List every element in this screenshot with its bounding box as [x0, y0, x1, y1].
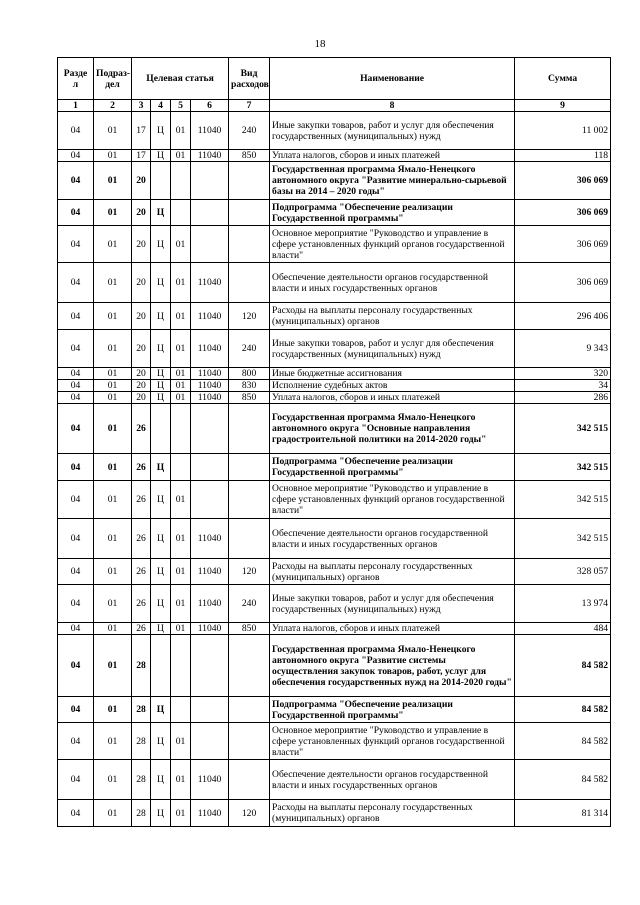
target-activity-cell: 01 [171, 481, 191, 519]
target-direction-cell: 11040 [191, 303, 229, 330]
target-program-cell: 20 [132, 263, 151, 303]
target-subprogram-cell: Ц [151, 303, 171, 330]
target-program-cell: 26 [132, 559, 151, 585]
target-direction-cell [191, 162, 229, 200]
podrazdel-cell: 01 [94, 162, 132, 200]
amount-cell: 84 582 [515, 723, 611, 760]
podrazdel-cell: 01 [94, 392, 132, 404]
podrazdel-cell: 01 [94, 481, 132, 519]
expense-type-cell [229, 162, 270, 200]
column-number: 9 [515, 100, 611, 112]
razdel-cell: 04 [58, 481, 94, 519]
target-program-cell: 26 [132, 585, 151, 623]
amount-cell: 306 069 [515, 263, 611, 303]
amount-cell: 342 515 [515, 481, 611, 519]
target-program-cell: 20 [132, 368, 151, 380]
target-direction-cell [191, 723, 229, 760]
table-row [58, 263, 611, 303]
podrazdel-cell: 01 [94, 697, 132, 723]
target-direction-cell [191, 697, 229, 723]
target-subprogram-cell: Ц [151, 454, 171, 481]
target-subprogram-cell: Ц [151, 519, 171, 559]
target-direction-cell: 11040 [191, 760, 229, 800]
page-number: 18 [314, 38, 326, 50]
column-number: 5 [171, 100, 191, 112]
target-subprogram-cell: Ц [151, 150, 171, 162]
table-row [58, 150, 611, 162]
target-direction-cell: 11040 [191, 800, 229, 827]
target-activity-cell: 01 [171, 368, 191, 380]
razdel-cell: 04 [58, 723, 94, 760]
razdel-cell: 04 [58, 760, 94, 800]
podrazdel-cell: 01 [94, 623, 132, 635]
target-subprogram-cell: Ц [151, 200, 171, 226]
podrazdel-cell: 01 [94, 303, 132, 330]
name-cell: Уплата налогов, сборов и иных платежей [270, 623, 515, 635]
expense-type-cell: 830 [229, 380, 270, 392]
target-activity-cell: 01 [171, 150, 191, 162]
target-subprogram-cell: Ц [151, 559, 171, 585]
column-number-row [58, 100, 611, 112]
target-direction-cell: 11040 [191, 392, 229, 404]
target-subprogram-cell: Ц [151, 380, 171, 392]
target-activity-cell: 01 [171, 623, 191, 635]
razdel-cell: 04 [58, 200, 94, 226]
podrazdel-cell: 01 [94, 454, 132, 481]
razdel-cell: 04 [58, 800, 94, 827]
podrazdel-cell: 01 [94, 368, 132, 380]
table-row [58, 635, 611, 697]
target-activity-cell: 01 [171, 380, 191, 392]
target-program-cell: 17 [132, 112, 151, 150]
column-number: 7 [229, 100, 270, 112]
razdel-cell: 04 [58, 585, 94, 623]
column-number: 2 [94, 100, 132, 112]
target-subprogram-cell: Ц [151, 623, 171, 635]
target-subprogram-cell: Ц [151, 800, 171, 827]
name-cell: Расходы на выплаты персоналу государственных (муниципальных) органов [270, 559, 515, 585]
target-program-cell: 20 [132, 330, 151, 368]
podrazdel-cell: 01 [94, 635, 132, 697]
target-program-cell: 17 [132, 150, 151, 162]
amount-cell: 84 582 [515, 760, 611, 800]
target-direction-cell [191, 481, 229, 519]
target-program-cell: 26 [132, 454, 151, 481]
podrazdel-cell: 01 [94, 200, 132, 226]
target-direction-cell [191, 404, 229, 454]
header-name: Наименование [270, 58, 515, 100]
expense-type-cell [229, 519, 270, 559]
target-activity-cell: 01 [171, 585, 191, 623]
target-activity-cell: 01 [171, 760, 191, 800]
podrazdel-cell: 01 [94, 112, 132, 150]
podrazdel-cell: 01 [94, 380, 132, 392]
header-row [58, 58, 611, 100]
budget-table [57, 57, 611, 827]
podrazdel-cell: 01 [94, 150, 132, 162]
target-activity-cell: 01 [171, 303, 191, 330]
name-cell: Иные закупки товаров, работ и услуг для обеспечения государственных (муниципальных) нужд [270, 585, 515, 623]
razdel-cell: 04 [58, 519, 94, 559]
expense-type-cell [229, 723, 270, 760]
razdel-cell: 04 [58, 623, 94, 635]
target-program-cell: 26 [132, 623, 151, 635]
target-direction-cell: 11040 [191, 559, 229, 585]
amount-cell: 306 069 [515, 200, 611, 226]
table-row [58, 162, 611, 200]
razdel-cell: 04 [58, 697, 94, 723]
target-subprogram-cell [151, 162, 171, 200]
razdel-cell: 04 [58, 454, 94, 481]
expense-type-cell: 800 [229, 368, 270, 380]
podrazdel-cell: 01 [94, 585, 132, 623]
razdel-cell: 04 [58, 226, 94, 263]
target-subprogram-cell: Ц [151, 226, 171, 263]
target-activity-cell: 01 [171, 559, 191, 585]
amount-cell: 306 069 [515, 162, 611, 200]
table-row [58, 368, 611, 380]
expense-type-cell [229, 404, 270, 454]
table-row [58, 392, 611, 404]
target-program-cell: 20 [132, 200, 151, 226]
name-cell: Уплата налогов, сборов и иных платежей [270, 150, 515, 162]
amount-cell: 484 [515, 623, 611, 635]
name-cell: Подпрограмма "Обеспечение реализации Государственной программы" [270, 454, 515, 481]
expense-type-cell: 850 [229, 392, 270, 404]
target-direction-cell: 11040 [191, 519, 229, 559]
razdel-cell: 04 [58, 303, 94, 330]
name-cell: Основное мероприятие "Руководство и управление в сфере установленных функций органов государственной власти" [270, 723, 515, 760]
expense-type-cell: 850 [229, 150, 270, 162]
target-program-cell: 26 [132, 481, 151, 519]
column-number: 4 [151, 100, 171, 112]
amount-cell: 342 515 [515, 454, 611, 481]
expense-type-cell: 240 [229, 585, 270, 623]
column-number: 3 [132, 100, 151, 112]
target-program-cell: 20 [132, 303, 151, 330]
amount-cell: 286 [515, 392, 611, 404]
target-program-cell: 20 [132, 226, 151, 263]
table-row [58, 623, 611, 635]
target-program-cell: 28 [132, 760, 151, 800]
target-activity-cell: 01 [171, 519, 191, 559]
name-cell: Основное мероприятие "Руководство и управление в сфере установленных функций органов государственной власти" [270, 226, 515, 263]
target-program-cell: 26 [132, 519, 151, 559]
name-cell: Уплата налогов, сборов и иных платежей [270, 392, 515, 404]
target-direction-cell: 11040 [191, 368, 229, 380]
name-cell: Расходы на выплаты персоналу государственных (муниципальных) органов [270, 800, 515, 827]
target-subprogram-cell: Ц [151, 723, 171, 760]
expense-type-cell [229, 697, 270, 723]
razdel-cell: 04 [58, 330, 94, 368]
podrazdel-cell: 01 [94, 559, 132, 585]
podrazdel-cell: 01 [94, 800, 132, 827]
name-cell: Иные бюджетные ассигнования [270, 368, 515, 380]
header-amount: Сумма [515, 58, 611, 100]
expense-type-cell [229, 481, 270, 519]
amount-cell: 118 [515, 150, 611, 162]
podrazdel-cell: 01 [94, 263, 132, 303]
expense-type-cell: 120 [229, 303, 270, 330]
target-activity-cell: 01 [171, 723, 191, 760]
table-row [58, 760, 611, 800]
name-cell: Основное мероприятие "Руководство и управление в сфере установленных функций органов государственной власти" [270, 481, 515, 519]
table-row [58, 454, 611, 481]
target-subprogram-cell: Ц [151, 112, 171, 150]
header-target-article: Целевая статья [132, 58, 229, 100]
target-activity-cell [171, 697, 191, 723]
expense-type-cell [229, 635, 270, 697]
razdel-cell: 04 [58, 263, 94, 303]
name-cell: Расходы на выплаты персоналу государственных (муниципальных) органов [270, 303, 515, 330]
table-row [58, 226, 611, 263]
target-program-cell: 26 [132, 404, 151, 454]
table-row [58, 585, 611, 623]
expense-type-cell [229, 760, 270, 800]
razdel-cell: 04 [58, 368, 94, 380]
podrazdel-cell: 01 [94, 760, 132, 800]
target-activity-cell [171, 162, 191, 200]
podrazdel-cell: 01 [94, 404, 132, 454]
target-activity-cell: 01 [171, 263, 191, 303]
expense-type-cell [229, 263, 270, 303]
target-direction-cell [191, 454, 229, 481]
target-activity-cell [171, 635, 191, 697]
target-activity-cell: 01 [171, 112, 191, 150]
target-subprogram-cell [151, 635, 171, 697]
amount-cell: 84 582 [515, 635, 611, 697]
table-row [58, 519, 611, 559]
target-direction-cell [191, 635, 229, 697]
amount-cell: 342 515 [515, 519, 611, 559]
amount-cell: 342 515 [515, 404, 611, 454]
target-direction-cell [191, 200, 229, 226]
column-number: 8 [270, 100, 515, 112]
amount-cell: 320 [515, 368, 611, 380]
target-subprogram-cell [151, 404, 171, 454]
name-cell: Подпрограмма "Обеспечение реализации Государственной программы" [270, 697, 515, 723]
name-cell: Государственная программа Ямало-Ненецкого автономного округа "Развитие минерально-сырьевой базы на 2014 – 2020 годы" [270, 162, 515, 200]
amount-cell: 13 974 [515, 585, 611, 623]
header-podrazdel: Подраз- дел [94, 58, 132, 100]
razdel-cell: 04 [58, 162, 94, 200]
column-number: 1 [58, 100, 94, 112]
expense-type-cell: 120 [229, 800, 270, 827]
column-number: 6 [191, 100, 229, 112]
target-direction-cell: 11040 [191, 330, 229, 368]
table-row [58, 380, 611, 392]
expense-type-cell [229, 200, 270, 226]
podrazdel-cell: 01 [94, 723, 132, 760]
header-expense-type: Вид расходов [229, 58, 270, 100]
target-activity-cell: 01 [171, 226, 191, 263]
target-direction-cell: 11040 [191, 585, 229, 623]
table-row [58, 800, 611, 827]
expense-type-cell: 240 [229, 330, 270, 368]
table-row [58, 723, 611, 760]
expense-type-cell [229, 226, 270, 263]
expense-type-cell: 850 [229, 623, 270, 635]
podrazdel-cell: 01 [94, 330, 132, 368]
razdel-cell: 04 [58, 380, 94, 392]
name-cell: Государственная программа Ямало-Ненецкого автономного округа "Развитие системы осуществления закупок товаров, работ, услуг для обеспечения государственных нужд на 2014-2020 годы" [270, 635, 515, 697]
name-cell: Исполнение судебных актов [270, 380, 515, 392]
razdel-cell: 04 [58, 635, 94, 697]
target-program-cell: 20 [132, 392, 151, 404]
amount-cell: 306 069 [515, 226, 611, 263]
table-row [58, 481, 611, 519]
name-cell: Обеспечение деятельности органов государственной власти и иных государственных органов [270, 263, 515, 303]
target-subprogram-cell: Ц [151, 585, 171, 623]
expense-type-cell: 240 [229, 112, 270, 150]
target-subprogram-cell: Ц [151, 697, 171, 723]
target-program-cell: 20 [132, 162, 151, 200]
target-activity-cell: 01 [171, 800, 191, 827]
name-cell: Иные закупки товаров, работ и услуг для обеспечения государственных (муниципальных) нужд [270, 112, 515, 150]
name-cell: Обеспечение деятельности органов государственной власти и иных государственных органов [270, 519, 515, 559]
target-program-cell: 20 [132, 380, 151, 392]
target-direction-cell [191, 226, 229, 263]
target-activity-cell [171, 404, 191, 454]
target-program-cell: 28 [132, 697, 151, 723]
target-activity-cell [171, 454, 191, 481]
target-direction-cell: 11040 [191, 150, 229, 162]
razdel-cell: 04 [58, 392, 94, 404]
table-body [58, 112, 611, 827]
target-activity-cell: 01 [171, 330, 191, 368]
target-subprogram-cell: Ц [151, 481, 171, 519]
amount-cell: 9 343 [515, 330, 611, 368]
target-subprogram-cell: Ц [151, 368, 171, 380]
podrazdel-cell: 01 [94, 519, 132, 559]
amount-cell: 84 582 [515, 697, 611, 723]
target-activity-cell [171, 200, 191, 226]
target-direction-cell: 11040 [191, 112, 229, 150]
target-direction-cell: 11040 [191, 623, 229, 635]
target-activity-cell: 01 [171, 392, 191, 404]
expense-type-cell: 120 [229, 559, 270, 585]
amount-cell: 11 002 [515, 112, 611, 150]
table-row [58, 404, 611, 454]
target-subprogram-cell: Ц [151, 330, 171, 368]
target-subprogram-cell: Ц [151, 392, 171, 404]
amount-cell: 34 [515, 380, 611, 392]
header-razdel: Разде л [58, 58, 94, 100]
name-cell: Подпрограмма "Обеспечение реализации Государственной программы" [270, 200, 515, 226]
table-row [58, 303, 611, 330]
amount-cell: 81 314 [515, 800, 611, 827]
table-row [58, 330, 611, 368]
amount-cell: 328 057 [515, 559, 611, 585]
target-program-cell: 28 [132, 635, 151, 697]
table-row [58, 112, 611, 150]
name-cell: Обеспечение деятельности органов государственной власти и иных государственных органов [270, 760, 515, 800]
target-program-cell: 28 [132, 800, 151, 827]
name-cell: Государственная программа Ямало-Ненецкого автономного округа "Основные направления градостроительной политики на 2014-2020 годы" [270, 404, 515, 454]
target-program-cell: 28 [132, 723, 151, 760]
table-row [58, 200, 611, 226]
razdel-cell: 04 [58, 150, 94, 162]
table-row [58, 697, 611, 723]
target-direction-cell: 11040 [191, 263, 229, 303]
target-subprogram-cell: Ц [151, 760, 171, 800]
expense-type-cell [229, 454, 270, 481]
podrazdel-cell: 01 [94, 226, 132, 263]
amount-cell: 296 406 [515, 303, 611, 330]
razdel-cell: 04 [58, 112, 94, 150]
razdel-cell: 04 [58, 559, 94, 585]
table-row [58, 559, 611, 585]
name-cell: Иные закупки товаров, работ и услуг для обеспечения государственных (муниципальных) нужд [270, 330, 515, 368]
target-direction-cell: 11040 [191, 380, 229, 392]
target-subprogram-cell: Ц [151, 263, 171, 303]
razdel-cell: 04 [58, 404, 94, 454]
